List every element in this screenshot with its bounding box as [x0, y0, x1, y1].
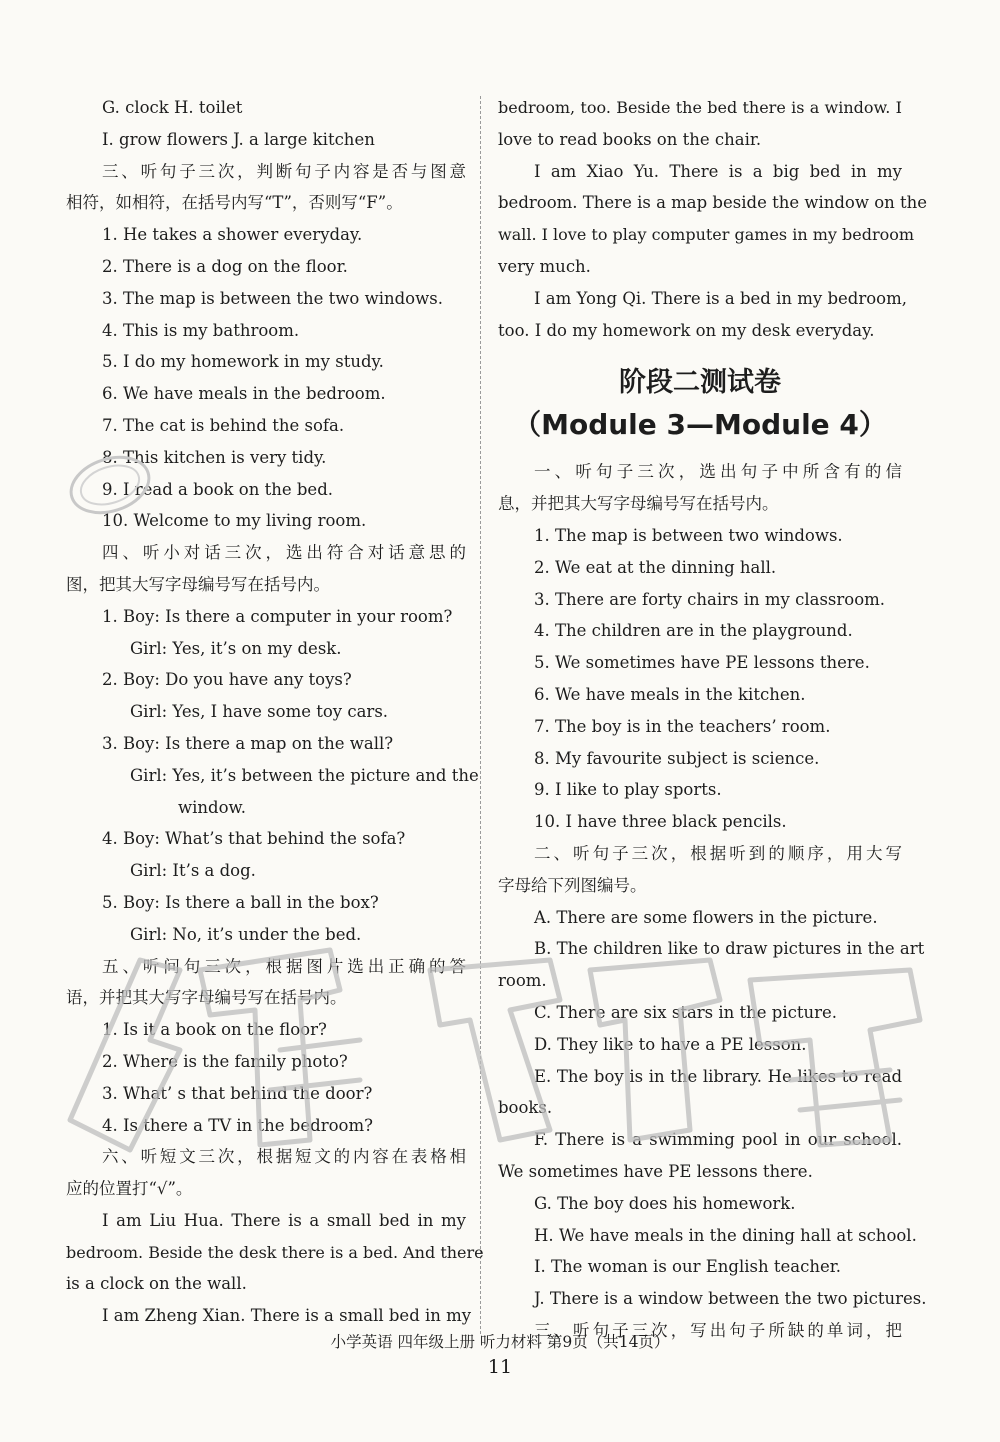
text-line: bedroom. There is a map beside the window on the — [498, 193, 928, 213]
text-line: Girl: Yes, it’s between the picture and the — [130, 765, 479, 785]
text-line: 3. What’ s that behind the door? — [102, 1083, 373, 1103]
text-line: 9. I read a book on the bed. — [102, 479, 334, 499]
text-line: 应的位置打“√”。 — [66, 1179, 193, 1199]
text-line: I am Liu Hua. There is a small bed in my — [102, 1210, 466, 1230]
page-footer: 小学英语 四年级上册 听力材料 第9页（共14页） — [330, 1333, 670, 1351]
text-line: very much. — [498, 256, 591, 276]
text-line: 1. Boy: Is there a computer in your room? — [102, 606, 453, 626]
text-line: books. — [498, 1098, 553, 1118]
text-line: 息，并把其大写字母编号写在括号内。 — [498, 494, 779, 514]
text-line: We sometimes have PE lessons there. — [498, 1161, 813, 1181]
column-divider — [480, 96, 481, 1334]
text-line: 4. This is my bathroom. — [102, 320, 300, 340]
text-line: A. There are some flowers in the picture. — [534, 907, 878, 927]
text-line: 图，把其大写字母编号写在括号内。 — [66, 574, 330, 594]
text-line: 4. The children are in the playground. — [534, 621, 853, 641]
text-line: I am Zheng Xian. There is a small bed in my — [102, 1306, 472, 1326]
text-line: 一、听句子三次，选出句子中所含有的信 — [534, 462, 902, 482]
text-line: 5. Boy: Is there a ball in the box? — [102, 892, 379, 912]
text-line: I am Xiao Yu. There is a big bed in my — [534, 161, 902, 181]
text-line: 3. The map is between the two windows. — [102, 288, 443, 308]
text-line: 语，并把其大写字母编号写在括号内。 — [66, 988, 347, 1008]
text-line: I am Yong Qi. There is a bed in my bedroom, — [534, 288, 908, 308]
section-subtitle: （Module 3—Module 4） — [513, 408, 887, 442]
text-line: B. The children like to draw pictures in the art — [534, 939, 925, 959]
text-line: Girl: It’s a dog. — [130, 861, 256, 881]
text-line: 10. I have three black pencils. — [534, 812, 787, 832]
text-line: 1. He takes a shower everyday. — [102, 225, 363, 245]
text-line: 8. My favourite subject is science. — [534, 748, 820, 768]
right-column — [498, 92, 928, 1347]
right-column-passage — [498, 92, 928, 346]
text-line: 5. I do my homework in my study. — [102, 352, 384, 372]
text-line: 三、听句子三次，写出句子所缺的单词，把 — [534, 1320, 902, 1340]
text-line: is a clock on the wall. — [66, 1274, 247, 1294]
text-line: 五、听问句三次，根据图片选出正确的答 — [102, 956, 466, 976]
text-line: 7. The boy is in the teachers’ room. — [534, 716, 831, 736]
text-line: F. There is a swimming pool in our school. — [534, 1130, 902, 1150]
text-line: 4. Is there a TV in the bedroom? — [102, 1115, 373, 1135]
text-line: I. The woman is our English teacher. — [534, 1257, 842, 1277]
text-line: 3. There are forty chairs in my classroom. — [534, 589, 886, 609]
text-line: 2. Boy: Do you have any toys? — [102, 670, 352, 690]
text-line: window. — [178, 797, 246, 817]
text-line: G. clock H. toilet — [102, 98, 243, 117]
text-line: 9. I like to play sports. — [534, 780, 722, 800]
text-line: 二、听句子三次，根据听到的顺序，用大写 — [534, 843, 902, 863]
text-line: 6. We have meals in the bedroom. — [102, 384, 386, 404]
text-line: J. There is a window between the two pictures. — [534, 1289, 927, 1309]
text-line: Girl: Yes, it’s on my desk. — [130, 638, 342, 658]
text-line: C. There are six stars in the picture. — [534, 1002, 838, 1022]
left-column — [66, 92, 484, 1332]
text-line: bedroom. Beside the desk there is a bed. And there — [66, 1242, 484, 1262]
text-line: 三、听句子三次，判断句子内容是否与图意 — [102, 161, 466, 181]
text-line: 2. Where is the family photo? — [102, 1051, 348, 1071]
text-line: 相符，如相符，在括号内写“T”，否则写“F”。 — [66, 193, 403, 213]
text-line: bedroom, too. Beside the bed there is a window. I — [498, 98, 902, 117]
text-line: G. The boy does his homework. — [534, 1193, 796, 1213]
text-line: 1. The map is between two windows. — [534, 525, 843, 545]
text-line: 1. Is it a book on the floor? — [102, 1020, 327, 1040]
text-line: 2. We eat at the dinning hall. — [534, 557, 777, 577]
text-line: 7. The cat is behind the sofa. — [102, 415, 345, 435]
text-line: room. — [498, 971, 547, 991]
text-line: 2. There is a dog on the floor. — [102, 256, 348, 276]
right-column-questions — [498, 456, 927, 1346]
text-line: 8. This kitchen is very tidy. — [102, 447, 327, 467]
text-line: Girl: No, it’s under the bed. — [130, 924, 362, 944]
text-line: wall. I love to play computer games in my bedroom — [498, 225, 915, 245]
text-line: 3. Boy: Is there a map on the wall? — [102, 733, 394, 753]
text-line: 字母给下列图编号。 — [498, 875, 647, 895]
text-line: love to read books on the chair. — [498, 129, 762, 149]
text-line: E. The boy is in the library. He likes to read — [534, 1066, 902, 1086]
text-line: 四、听小对话三次，选出符合对话意思的 — [102, 543, 466, 563]
text-line: 4. Boy: What’s that behind the sofa? — [102, 829, 406, 849]
text-line: D. They like to have a PE lesson. — [534, 1034, 807, 1054]
text-line: H. We have meals in the dining hall at school. — [534, 1225, 917, 1245]
text-line: 10. Welcome to my living room. — [102, 511, 367, 531]
text-line: 5. We sometimes have PE lessons there. — [534, 653, 870, 673]
section-title: 阶段二测试卷 — [619, 367, 781, 399]
text-line: I. grow flowers J. a large kitchen — [102, 129, 375, 149]
page-number: 11 — [487, 1356, 513, 1378]
text-line: 六、听短文三次，根据短文的内容在表格相 — [102, 1147, 466, 1167]
text-line: too. I do my homework on my desk everyday. — [498, 320, 875, 340]
text-line: 6. We have meals in the kitchen. — [534, 684, 806, 704]
text-line: Girl: Yes, I have some toy cars. — [130, 702, 389, 722]
